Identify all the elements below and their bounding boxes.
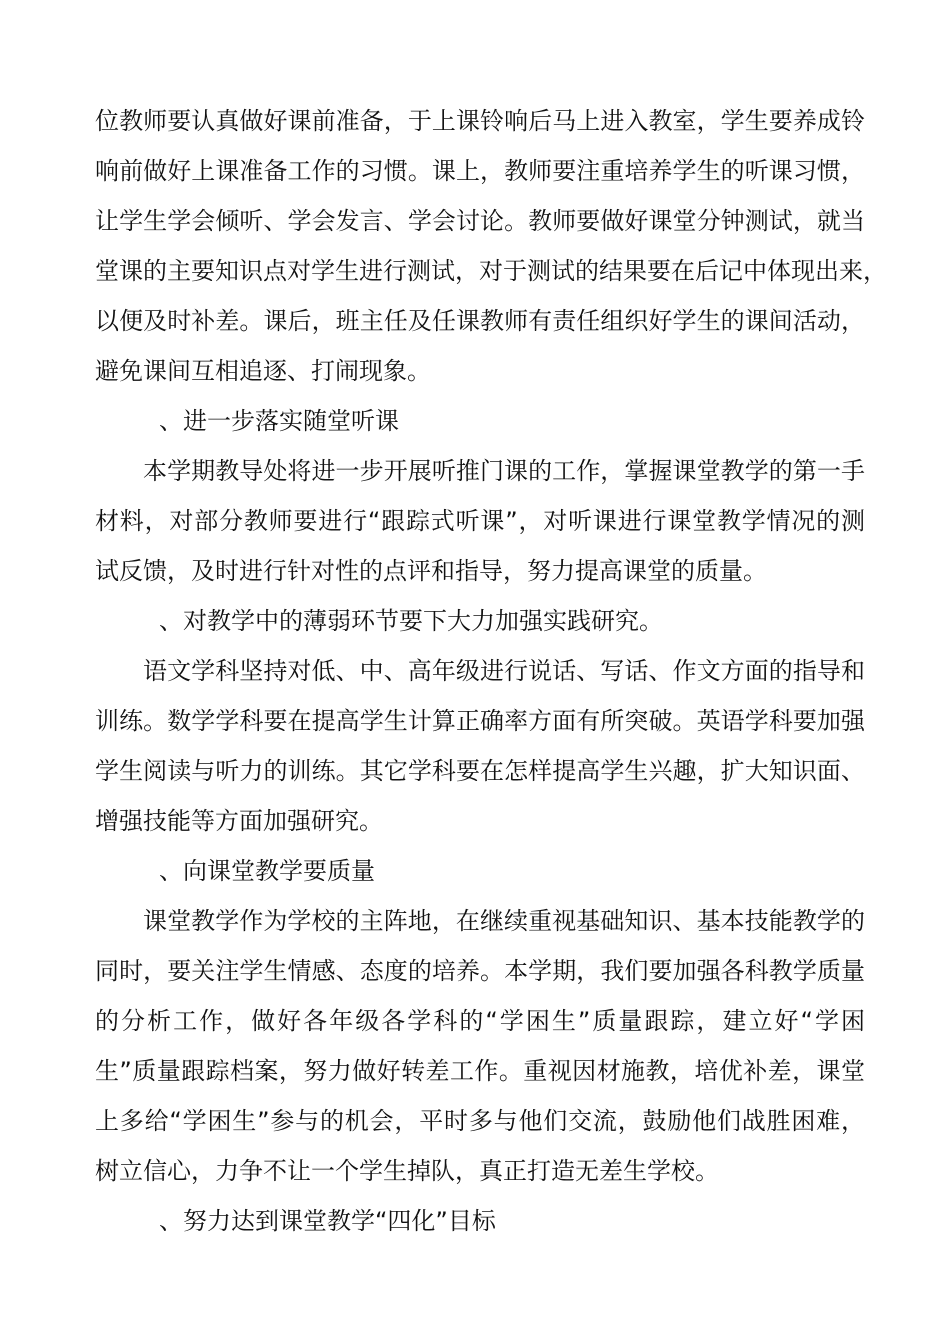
text-line: 树立信心，力争不让一个学生掉队，真正打造无差生学校。: [95, 1157, 719, 1185]
section-heading: 、进一步落实随堂听课: [159, 407, 399, 435]
text-line: 让学生学会倾听、学会发言、学会讨论。教师要做好课堂分钟测试，就当: [95, 207, 865, 235]
text-line: 增强技能等方面加强研究。: [95, 807, 383, 835]
text-line: 课堂教学作为学校的主阵地，在继续重视基础知识、基本技能教学的: [143, 907, 865, 935]
text-line: 试反馈，及时进行针对性的点评和指导，努力提高课堂的质量。: [95, 557, 767, 585]
section-heading: 、努力达到课堂教学“四化”目标: [159, 1207, 496, 1235]
text-line: 以便及时补差。课后，班主任及任课教师有责任组织好学生的课间活动，: [95, 307, 865, 335]
text-line: 响前做好上课准备工作的习惯。课上，教师要注重培养学生的听课习惯，: [95, 157, 865, 185]
text-line: 同时，要关注学生情感、态度的培养。本学期，我们要加强各科教学质量: [95, 957, 865, 985]
text-line: 材料，对部分教师要进行“跟踪式听课”，对听课进行课堂教学情况的测: [95, 507, 865, 535]
document-body: [95, 96, 887, 1246]
text-line: 训练。数学学科要在提高学生计算正确率方面有所突破。英语学科要加强: [95, 707, 865, 735]
text-line: 语文学科坚持对低、中、高年级进行说话、写话、作文方面的指导和: [143, 657, 865, 685]
text-line: 避免课间互相追逐、打闹现象。: [95, 357, 431, 385]
paragraph-teaching-quality: [95, 896, 865, 1196]
text-line: 位教师要认真做好课前准备，于上课铃响后马上进入教室，学生要养成铃: [95, 107, 865, 135]
text-line: 生”质量跟踪档案，努力做好转差工作。重视因材施教，培优补差，课堂: [95, 1057, 865, 1085]
text-line: 学生阅读与听力的训练。其它学科要在怎样提高学生兴趣，扩大知识面、: [95, 757, 865, 785]
paragraph-lesson-observation: [95, 446, 865, 596]
paragraph-weak-areas: [95, 646, 865, 846]
text-line: 的分析工作，做好各年级各学科的“学困生”质量跟踪，建立好“学困: [95, 1007, 865, 1035]
section-heading: 、向课堂教学要质量: [159, 857, 375, 885]
section-heading: 、对教学中的薄弱环节要下大力加强实践研究。: [159, 607, 663, 635]
text-line: 堂课的主要知识点对学生进行测试，对于测试的结果要在后记中体现出来，: [95, 257, 887, 285]
text-line: 上多给“学困生”参与的机会，平时多与他们交流，鼓励他们战胜困难，: [95, 1107, 865, 1135]
paragraph-classroom-routine: [95, 96, 887, 396]
text-line: 本学期教导处将进一步开展听推门课的工作，掌握课堂教学的第一手: [143, 457, 865, 485]
